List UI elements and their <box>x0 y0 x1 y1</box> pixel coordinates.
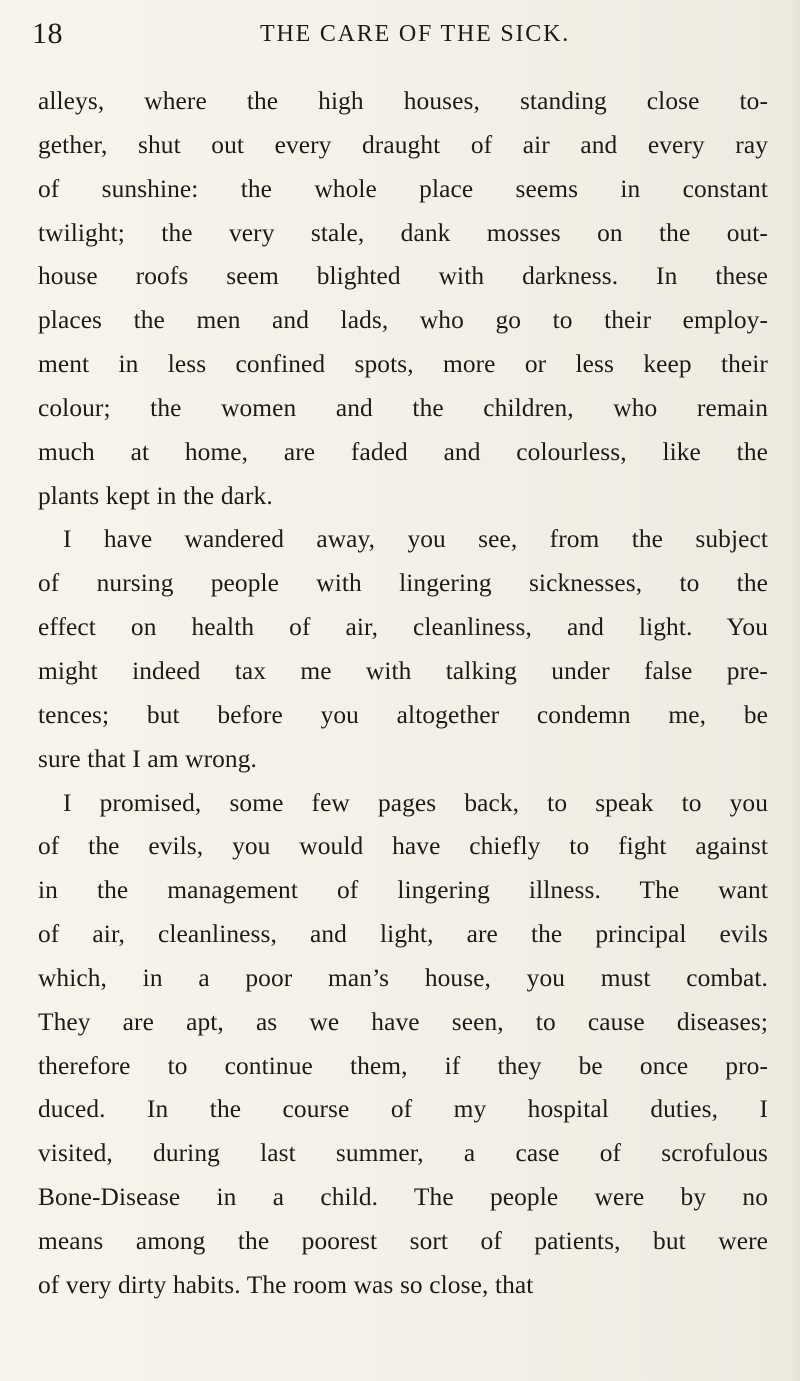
text-line: of air, cleanliness, and light, are the principal evils <box>38 920 768 949</box>
text-line: duced. In the course of my hospital duties, I <box>38 1095 768 1124</box>
text-line: might indeed tax me with talking under false pre- <box>38 656 768 685</box>
paragraph-end-line: sure that I am wrong. <box>38 744 257 773</box>
text-line: Bone-Disease in a child. The people were by no <box>38 1183 768 1212</box>
text-line: places the men and lads, who go to their employ- <box>38 306 768 335</box>
page-header <box>32 16 772 56</box>
page-number: 18 <box>32 17 63 50</box>
text-line: gether, shut out every draught of air and every ray <box>38 130 768 159</box>
text-line: which, in a poor man’s house, you must combat. <box>38 963 768 992</box>
text-line: much at home, are faded and colourless, like the <box>38 437 768 466</box>
text-line: alleys, where the high houses, standing close to- <box>38 87 768 115</box>
text-line: in the management of lingering illness. The want <box>38 876 768 905</box>
text-line: effect on health of air, cleanliness, and light. You <box>38 613 768 642</box>
running-head: THE CARE OF THE SICK. <box>260 21 571 47</box>
text-line: tences; but before you altogether condemn me, be <box>38 700 768 729</box>
body-text <box>38 80 768 1308</box>
text-line: visited, during last summer, a case of scrofulous <box>38 1139 768 1168</box>
text-line: house roofs seem blighted with darkness. In these <box>38 262 768 291</box>
text-line: of the evils, you would have chiefly to fight against <box>38 832 768 861</box>
text-line: therefore to continue them, if they be once pro- <box>38 1051 768 1080</box>
text-line: of very dirty habits. The room was so close, that <box>38 1270 534 1299</box>
paragraph-start-line: I promised, some few pages back, to speak to you <box>63 788 768 817</box>
text-line: of nursing people with lingering sicknesses, to the <box>38 569 768 598</box>
text-line: They are apt, as we have seen, to cause diseases; <box>38 1007 768 1036</box>
text-line: ment in less confined spots, more or less keep their <box>38 350 768 379</box>
text-line: twilight; the very stale, dank mosses on the out- <box>38 218 768 247</box>
paragraph-end-line: plants kept in the dark. <box>38 481 273 510</box>
text-line: of sunshine: the whole place seems in constant <box>38 174 768 203</box>
text-line: colour; the women and the children, who remain <box>38 393 768 422</box>
text-line: means among the poorest sort of patients, but were <box>38 1226 768 1255</box>
paragraph-start-line: I have wandered away, you see, from the subject <box>63 525 768 554</box>
page-edge-shadow <box>790 0 800 1381</box>
